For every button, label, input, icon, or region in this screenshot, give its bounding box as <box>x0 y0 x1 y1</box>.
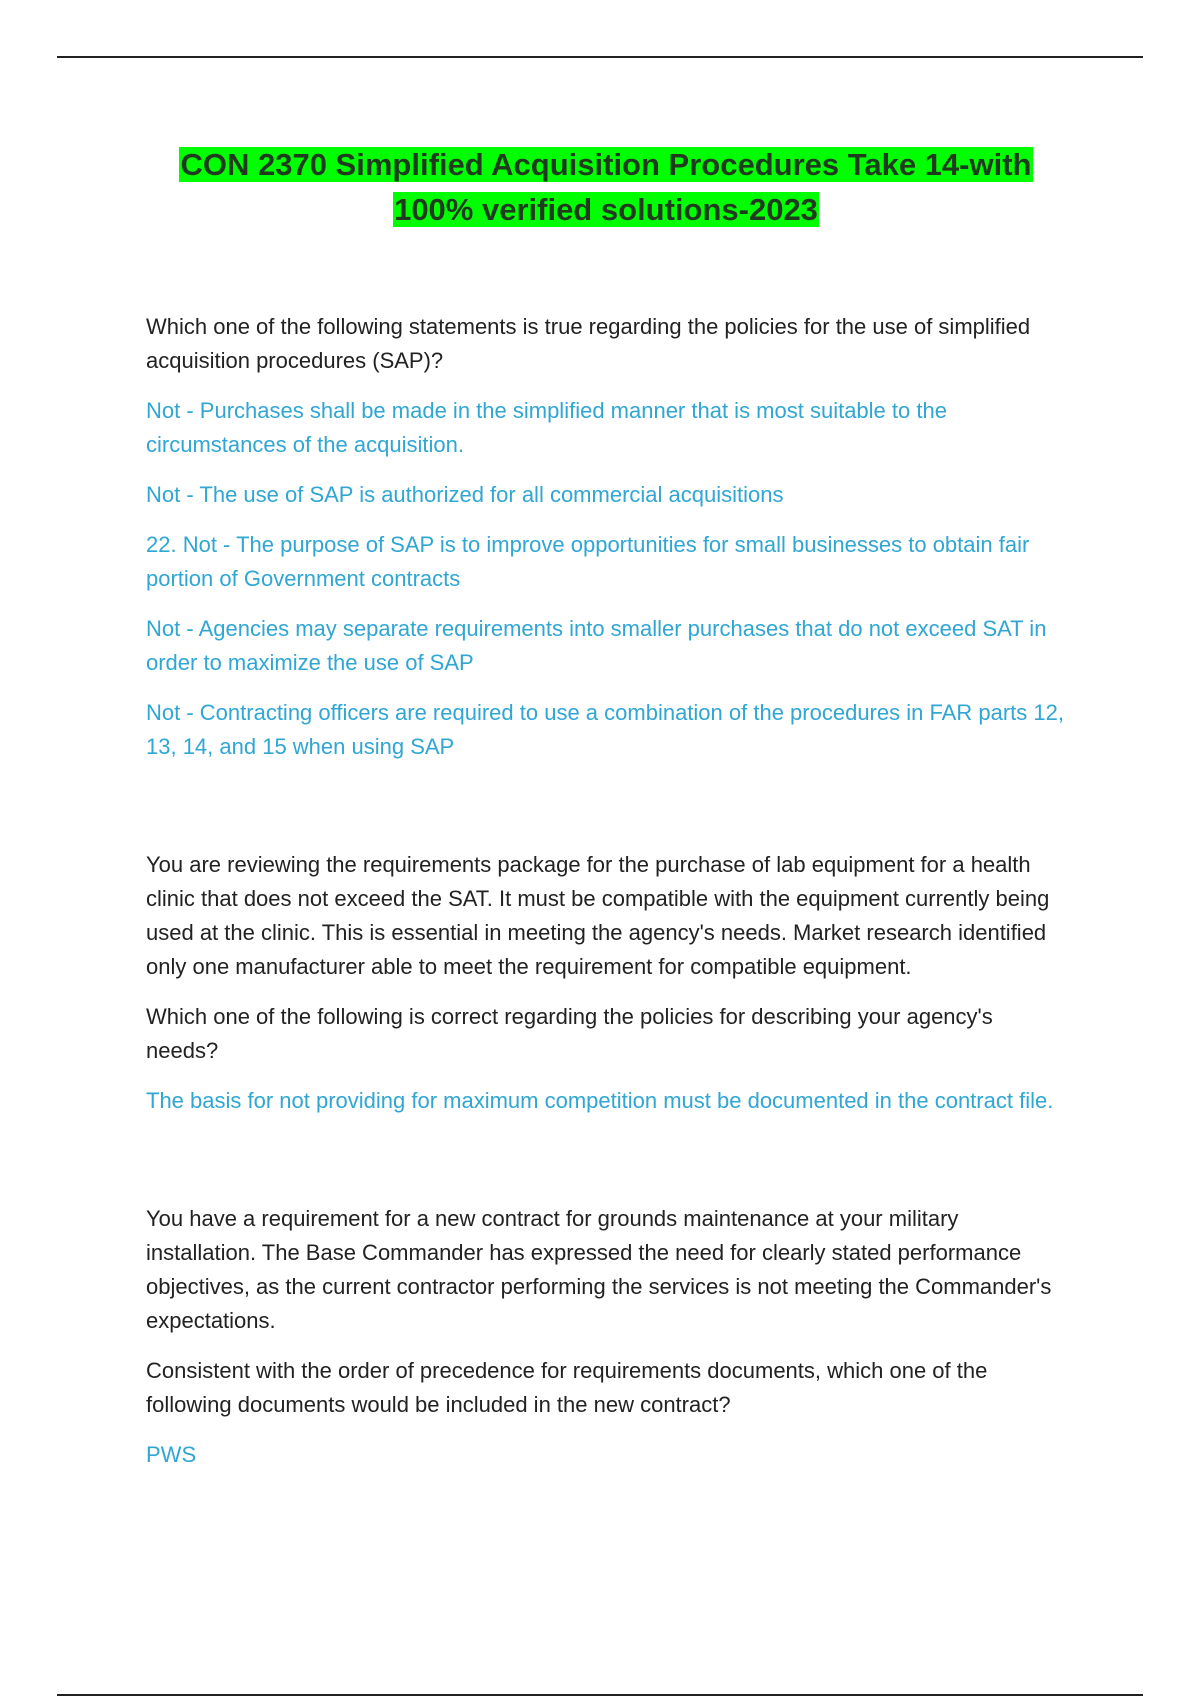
qa-block-1 <box>146 310 1066 764</box>
answer-text: PWS <box>146 1442 197 1467</box>
question-text: Which one of the following statements is true regarding the policies for the use of simplified acquisition procedures (SAP)? <box>146 314 1031 373</box>
document-page <box>146 142 1066 1488</box>
document-title <box>146 142 1066 232</box>
qa-block-3 <box>146 1202 1066 1472</box>
answer-text: Not - Contracting officers are required to use a combination of the procedures in FAR parts 12, 13, 14, and 15 when using SAP <box>146 700 1064 759</box>
footer-rule <box>57 1694 1143 1696</box>
header-rule <box>57 56 1143 58</box>
question-text: Which one of the following is correct regarding the policies for describing your agency's needs? <box>146 1004 993 1063</box>
answer-text: The basis for not providing for maximum competition must be documented in the contract file. <box>146 1088 1054 1113</box>
question-text: You are reviewing the requirements package for the purchase of lab equipment for a health clinic that does not exceed the SAT. It must be compatible with the equipment currently being used at the clinic. This is essential in meeting the agency's needs. Market research identified only one manufacturer able to meet the requirement for compatible equipment. <box>146 852 1050 979</box>
answer-text: Not - Purchases shall be made in the simplified manner that is most suitable to the circumstances of the acquisition. <box>146 398 947 457</box>
qa-block-2 <box>146 848 1066 1118</box>
answer-text: Not - The use of SAP is authorized for all commercial acquisitions <box>146 482 784 507</box>
answer-text: 22. Not - The purpose of SAP is to improve opportunities for small businesses to obtain fair portion of Government contracts <box>146 532 1030 591</box>
section-spacer <box>146 1134 1066 1202</box>
question-text: You have a requirement for a new contract for grounds maintenance at your military installation. The Base Commander has expressed the need for clearly stated performance objectives, as the current contractor performing the services is not meeting the Commander's expectations. <box>146 1206 1052 1333</box>
answer-text: Not - Agencies may separate requirements into smaller purchases that do not exceed SAT in order to maximize the use of SAP <box>146 616 1047 675</box>
title-highlight <box>179 147 1032 227</box>
title-line-1: CON 2370 Simplified Acquisition Procedures Take 14-with <box>180 147 1032 182</box>
title-line-2: 100% verified solutions-2023 <box>394 192 818 227</box>
question-text: Consistent with the order of precedence for requirements documents, which one of the following documents would be included in the new contract? <box>146 1358 988 1417</box>
section-spacer <box>146 780 1066 848</box>
